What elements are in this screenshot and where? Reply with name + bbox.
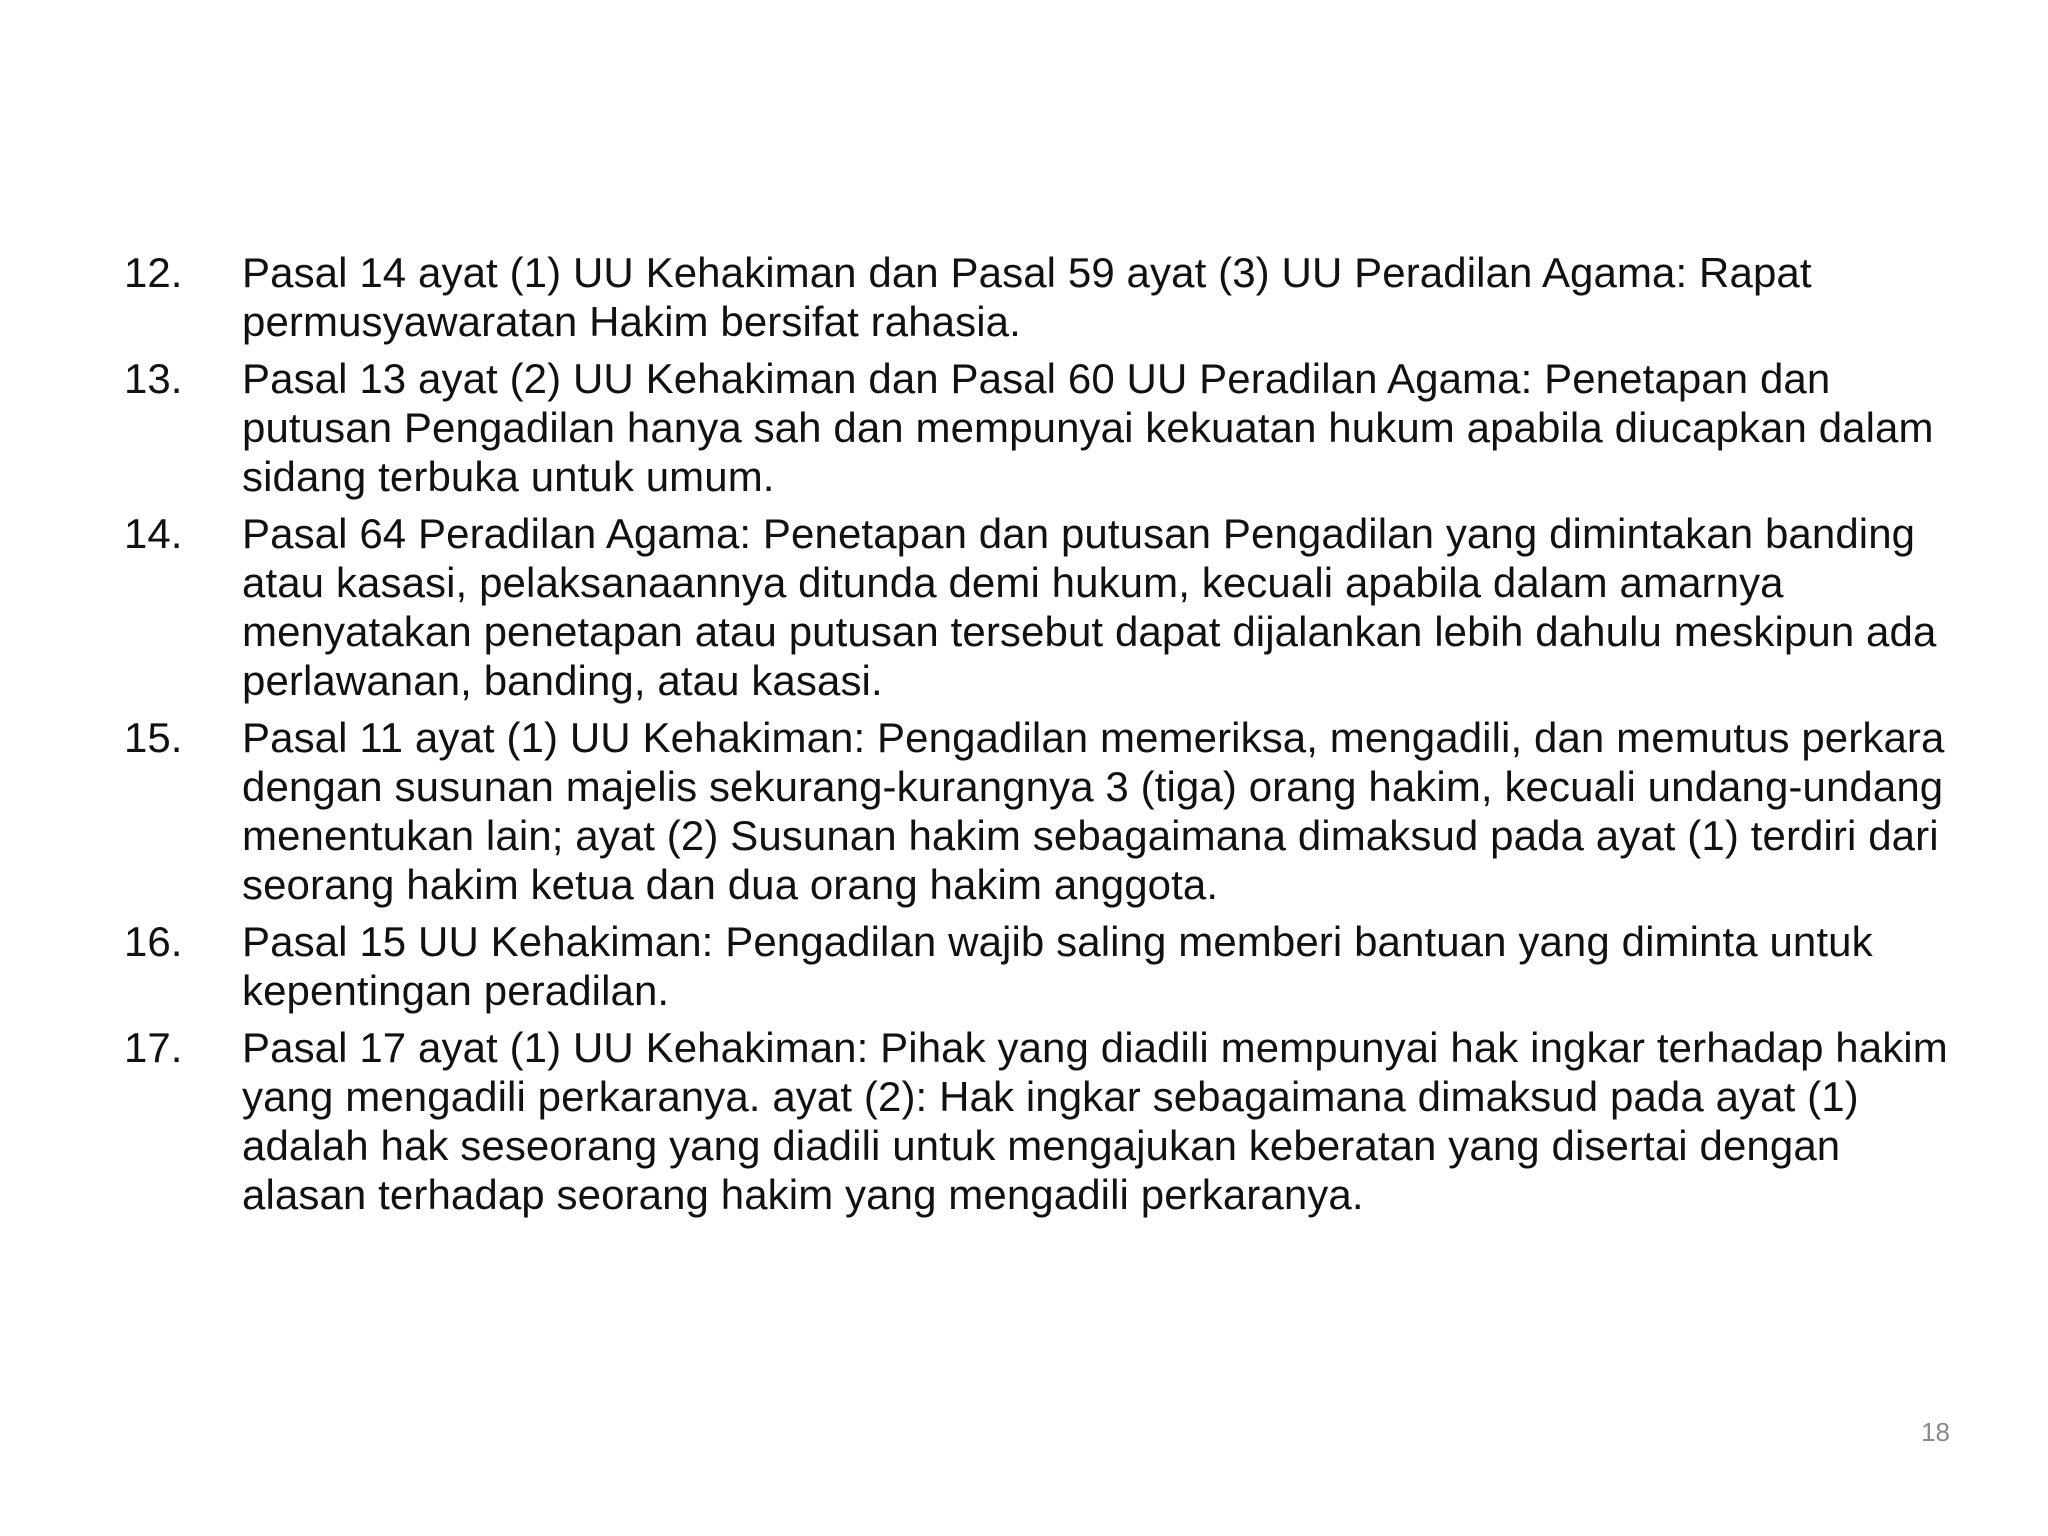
list-item-number: 16. [124,918,183,965]
list-item-number: 15. [124,714,183,761]
list-item [124,713,1954,909]
list-item-number: 17. [124,1024,183,1071]
list-item-text: Pasal 17 ayat (1) UU Kehakiman: Pihak yang diadili mempunyai hak ingkar terhadap hakim yang mengadili perkaranya. ayat (2): Hak ingkar sebagaimana dimaksud pada ayat (1) adalah hak seseorang yang diadili untuk mengajukan keberatan yang disertai dengan alasan terhadap seorang hakim yang mengadili perkaranya. [242,1024,1948,1218]
list-item-text: Pasal 13 ayat (2) UU Kehakiman dan Pasal 60 UU Peradilan Agama: Penetapan dan putusan Pengadilan hanya sah dan mempunyai kekuatan hukum apabila diucapkan dalam sidang terbuka untuk umum. [242,355,1934,500]
list-item-text: Pasal 11 ayat (1) UU Kehakiman: Pengadilan memeriksa, mengadili, dan memutus perkara dengan susunan majelis sekurang-kurangnya 3 (tiga) orang hakim, kecuali undang-undang menentukan lain; ayat (2) Susunan hakim sebagaimana dimaksud pada ayat (1) terdiri dari seorang hakim ketua dan dua orang hakim anggota. [242,714,1945,908]
list-item-number: 14. [124,510,183,557]
list-item [124,248,1954,346]
list-item-number: 12. [124,249,183,296]
list-item-text: Pasal 64 Peradilan Agama: Penetapan dan putusan Pengadilan yang dimintakan banding atau kasasi, pelaksanaannya ditunda demi hukum, kecuali apabila dalam amarnya menyatakan penetapan atau putusan tersebut dapat dijalankan lebih dahulu meskipun ada perlawanan, banding, atau kasasi. [242,510,1937,704]
numbered-list [124,248,1954,1227]
list-item [124,917,1954,1015]
list-item [124,509,1954,705]
list-item-number: 13. [124,355,183,402]
list-item [124,1023,1954,1219]
list-item-text: Pasal 14 ayat (1) UU Kehakiman dan Pasal 59 ayat (3) UU Peradilan Agama: Rapat permusyawaratan Hakim bersifat rahasia. [242,249,1812,345]
list-item [124,354,1954,501]
list-item-text: Pasal 15 UU Kehakiman: Pengadilan wajib saling memberi bantuan yang diminta untuk kepentingan peradilan. [242,918,1873,1014]
page-number: 18 [1921,1417,1950,1447]
